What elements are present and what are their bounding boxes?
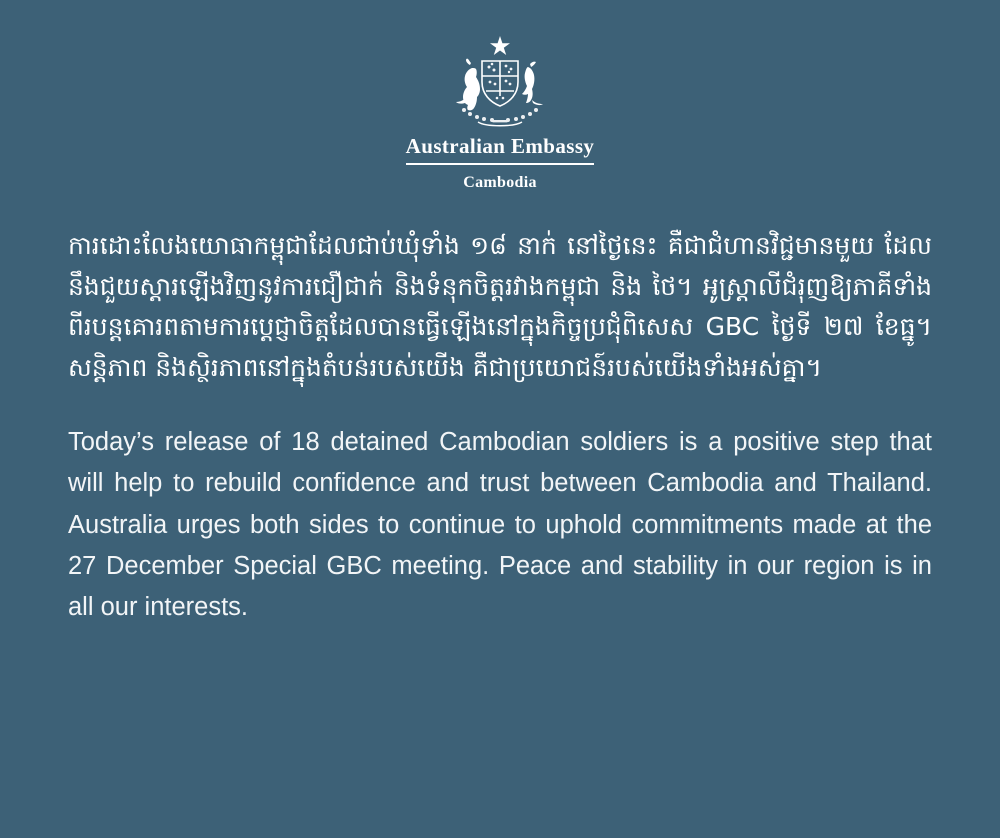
embassy-location: Cambodia	[463, 174, 537, 192]
statement-khmer: ការដោះលែងយោធាកម្ពុជាដែលជាប់ឃុំទាំង ១៨ នាក់ នៅថ្ងៃនេះ គឺជាជំហានវិជ្ជមានមួយ ដែលនឹងជួយស្តារឡើងវិញនូវការជឿជាក់ និងទំនុកចិត្តរវាងកម្ពុជា និង ថៃ។ អូស្ត្រាលីជំរុញឱ្យភាគីទាំងពីរបន្តគោរពតាមការប្តេជ្ញាចិត្តដែលបានធ្វើឡើងនៅក្នុងកិច្ចប្រជុំពិសេស GBC ថ្ងៃទី ២៧ ខែធ្នូ។ សន្តិភាព និងស្ថិរភាពនៅក្នុងតំបន់របស់យើង គឺជាប្រយោជន៍របស់យើងទាំងអស់គ្នា។	[68, 231, 932, 382]
statement-body	[68, 226, 932, 628]
statement-english: Today’s release of 18 detained Cambodian soldiers is a positive step that will help to rebuild confidence and trust between Cambodia and Thailand. Australia urges both sides to continue to uphold commitments made at the 27 December Special GBC meeting. Peace and stability in our region is in all our interests.	[68, 428, 932, 622]
australian-coat-of-arms-icon	[434, 34, 566, 130]
embassy-header	[406, 34, 595, 192]
embassy-name: Australian Embassy	[406, 134, 595, 165]
